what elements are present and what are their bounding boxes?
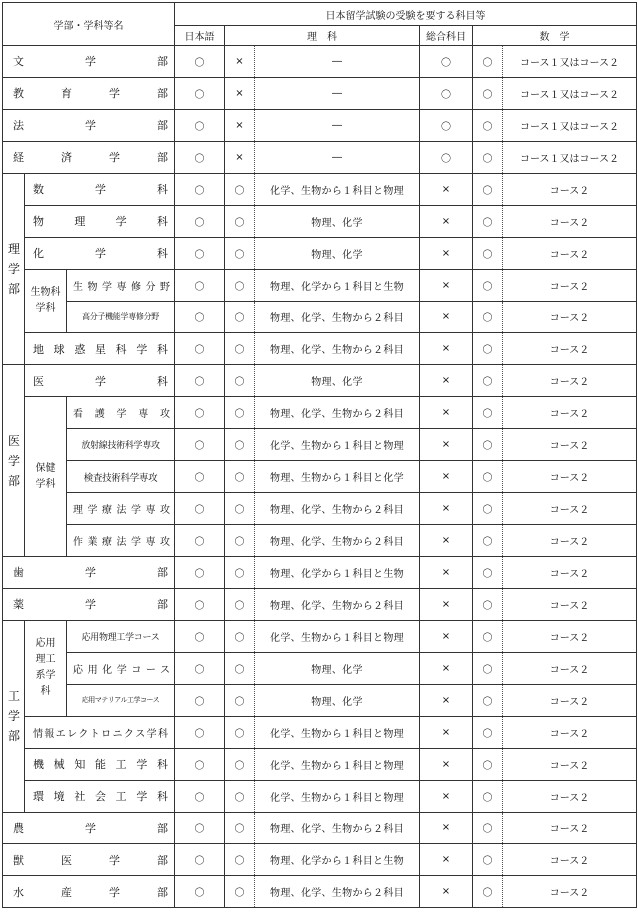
dept-name: 法学部 (3, 109, 175, 141)
science-required-cell: 〇 (225, 652, 255, 684)
general-cell: × (420, 493, 473, 525)
science-subjects-cell: 物理、化学、生物から２科目 (255, 588, 420, 620)
general-cell: × (420, 684, 473, 716)
japanese-cell: 〇 (175, 365, 225, 397)
science-subjects-cell: ― (255, 77, 420, 109)
dept-name: 教育学部 (3, 77, 175, 109)
math-course-cell: コース２ (503, 365, 637, 397)
math-course-cell: コース２ (503, 652, 637, 684)
dept-name: 薬学部 (3, 588, 175, 620)
math-course-cell: コース２ (503, 173, 637, 205)
math-course-cell: コース２ (503, 237, 637, 269)
science-required-cell: 〇 (225, 620, 255, 652)
japanese-cell: 〇 (175, 141, 225, 173)
exam-requirements-table (2, 2, 637, 908)
header-general: 総合科目 (420, 26, 473, 46)
math-course-cell: コース２ (503, 780, 637, 812)
science-subjects-cell: 化学、生物から１科目と物理 (255, 173, 420, 205)
table-row (3, 557, 637, 589)
dept-name: 数学科 (25, 173, 175, 205)
japanese-cell: 〇 (175, 429, 225, 461)
table-row (3, 844, 637, 876)
general-cell: × (420, 876, 473, 908)
science-required-cell: 〇 (225, 461, 255, 493)
table-row (3, 205, 637, 237)
japanese-cell: 〇 (175, 588, 225, 620)
math-required-cell: 〇 (473, 205, 503, 237)
table-row (3, 269, 637, 301)
general-cell: × (420, 397, 473, 429)
japanese-cell: 〇 (175, 269, 225, 301)
science-required-cell: 〇 (225, 173, 255, 205)
science-required-cell: 〇 (225, 333, 255, 365)
science-subjects-cell: 物理、化学、生物から２科目 (255, 493, 420, 525)
science-subjects-cell: 物理、化学 (255, 684, 420, 716)
general-cell: × (420, 748, 473, 780)
science-subjects-cell: 化学、生物から１科目と物理 (255, 620, 420, 652)
table-row (3, 812, 637, 844)
math-required-cell: 〇 (473, 493, 503, 525)
math-required-cell: 〇 (473, 461, 503, 493)
science-required-cell: 〇 (225, 876, 255, 908)
math-required-cell: 〇 (473, 333, 503, 365)
general-cell: × (420, 557, 473, 589)
science-required-cell: 〇 (225, 397, 255, 429)
math-course-cell: コース２ (503, 876, 637, 908)
dept-name: 作業療法学専攻 (67, 525, 175, 557)
group-engineering-faculty: 工学部 (3, 620, 25, 812)
science-subjects-cell: 物理、化学、生物から２科目 (255, 333, 420, 365)
dept-name: 環境社会工学科 (25, 780, 175, 812)
science-subjects-cell: ― (255, 109, 420, 141)
science-required-cell: × (225, 46, 255, 78)
dept-name: 検査技術科学専攻 (67, 461, 175, 493)
science-subjects-cell: 物理、化学 (255, 365, 420, 397)
math-required-cell: 〇 (473, 716, 503, 748)
general-cell: × (420, 461, 473, 493)
table-row (3, 652, 637, 684)
math-course-cell: コース２ (503, 525, 637, 557)
general-cell: × (420, 588, 473, 620)
science-subjects-cell: 物理、化学 (255, 652, 420, 684)
math-required-cell: 〇 (473, 109, 503, 141)
science-subjects-cell: 物理、化学から１科目と生物 (255, 269, 420, 301)
science-subjects-cell: 物理、化学から１科目と生物 (255, 844, 420, 876)
japanese-cell: 〇 (175, 876, 225, 908)
header-science: 理 科 (225, 26, 420, 46)
science-subjects-cell: 物理、化学 (255, 205, 420, 237)
japanese-cell: 〇 (175, 173, 225, 205)
math-required-cell: 〇 (473, 365, 503, 397)
japanese-cell: 〇 (175, 301, 225, 333)
science-required-cell: 〇 (225, 588, 255, 620)
general-cell: × (420, 429, 473, 461)
science-subjects-cell: 化学、生物から１科目と物理 (255, 716, 420, 748)
japanese-cell: 〇 (175, 844, 225, 876)
math-required-cell: 〇 (473, 141, 503, 173)
science-subjects-cell: ― (255, 46, 420, 78)
science-required-cell: 〇 (225, 429, 255, 461)
table-row (3, 429, 637, 461)
table-row (3, 301, 637, 333)
math-required-cell: 〇 (473, 876, 503, 908)
math-course-cell: コース２ (503, 716, 637, 748)
table-row (3, 684, 637, 716)
dept-name: 生物学専修分野 (67, 269, 175, 301)
japanese-cell: 〇 (175, 333, 225, 365)
dept-name: 応用物理工学コース (67, 620, 175, 652)
table-row (3, 141, 637, 173)
math-course-cell: コース１又はコース２ (503, 46, 637, 78)
math-required-cell: 〇 (473, 652, 503, 684)
math-required-cell: 〇 (473, 429, 503, 461)
general-cell: × (420, 525, 473, 557)
math-required-cell: 〇 (473, 844, 503, 876)
general-cell: × (420, 620, 473, 652)
math-course-cell: コース２ (503, 620, 637, 652)
science-subjects-cell: 化学、生物から１科目と物理 (255, 780, 420, 812)
table-row (3, 77, 637, 109)
science-required-cell: 〇 (225, 205, 255, 237)
math-required-cell: 〇 (473, 237, 503, 269)
dept-name: 地球惑星科学科 (25, 333, 175, 365)
science-subjects-cell: 物理、化学、生物から２科目 (255, 812, 420, 844)
math-required-cell: 〇 (473, 812, 503, 844)
header-dept: 学部・学科等名 (3, 3, 175, 46)
general-cell: × (420, 365, 473, 397)
general-cell: 〇 (420, 109, 473, 141)
japanese-cell: 〇 (175, 397, 225, 429)
math-course-cell: コース２ (503, 205, 637, 237)
japanese-cell: 〇 (175, 620, 225, 652)
japanese-cell: 〇 (175, 237, 225, 269)
table-row (3, 876, 637, 908)
japanese-cell: 〇 (175, 716, 225, 748)
science-required-cell: 〇 (225, 301, 255, 333)
science-required-cell: × (225, 141, 255, 173)
math-required-cell: 〇 (473, 588, 503, 620)
math-required-cell: 〇 (473, 525, 503, 557)
math-required-cell: 〇 (473, 557, 503, 589)
science-required-cell: 〇 (225, 780, 255, 812)
math-course-cell: コース２ (503, 844, 637, 876)
general-cell: × (420, 780, 473, 812)
japanese-cell: 〇 (175, 684, 225, 716)
math-course-cell: コース２ (503, 557, 637, 589)
general-cell: × (420, 237, 473, 269)
math-course-cell: コース１又はコース２ (503, 109, 637, 141)
science-required-cell: 〇 (225, 844, 255, 876)
group-applied-dept: 応用理工系学科 (25, 620, 67, 716)
table-row (3, 780, 637, 812)
math-required-cell: 〇 (473, 748, 503, 780)
science-required-cell: 〇 (225, 557, 255, 589)
math-course-cell: コース１又はコース２ (503, 141, 637, 173)
general-cell: × (420, 301, 473, 333)
math-required-cell: 〇 (473, 780, 503, 812)
japanese-cell: 〇 (175, 748, 225, 780)
dept-name: 応用化学コース (67, 652, 175, 684)
table-row (3, 46, 637, 78)
general-cell: × (420, 173, 473, 205)
dept-name: 応用マテリアル工学コース (67, 684, 175, 716)
general-cell: × (420, 269, 473, 301)
general-cell: × (420, 716, 473, 748)
header-subjects-title: 日本留学試験の受験を要する科目等 (175, 3, 637, 26)
dept-name: 経済学部 (3, 141, 175, 173)
science-required-cell: 〇 (225, 684, 255, 716)
japanese-cell: 〇 (175, 780, 225, 812)
dept-name: 歯学部 (3, 557, 175, 589)
math-required-cell: 〇 (473, 620, 503, 652)
japanese-cell: 〇 (175, 557, 225, 589)
dept-name: 機械知能工学科 (25, 748, 175, 780)
science-required-cell: 〇 (225, 525, 255, 557)
dept-name: 獣医学部 (3, 844, 175, 876)
dept-name: 看護学専攻 (67, 397, 175, 429)
general-cell: × (420, 812, 473, 844)
science-subjects-cell: 化学、生物から１科目と物理 (255, 429, 420, 461)
table-row (3, 237, 637, 269)
math-course-cell: コース２ (503, 333, 637, 365)
math-required-cell: 〇 (473, 77, 503, 109)
math-course-cell: コース２ (503, 429, 637, 461)
math-required-cell: 〇 (473, 301, 503, 333)
dept-name: 理学療法学専攻 (67, 493, 175, 525)
math-required-cell: 〇 (473, 46, 503, 78)
math-course-cell: コース２ (503, 684, 637, 716)
group-medicine-faculty: 医学部 (3, 365, 25, 557)
science-required-cell: 〇 (225, 269, 255, 301)
math-required-cell: 〇 (473, 684, 503, 716)
science-subjects-cell: 化学、生物から１科目と物理 (255, 748, 420, 780)
header-japanese: 日本語 (175, 26, 225, 46)
dept-name: 農学部 (3, 812, 175, 844)
table-row (3, 620, 637, 652)
dept-name: 情報エレクトロニクス学科 (25, 716, 175, 748)
dept-name: 高分子機能学専修分野 (67, 301, 175, 333)
group-biology-dept: 生物科学科 (25, 269, 67, 333)
japanese-cell: 〇 (175, 46, 225, 78)
table-row (3, 716, 637, 748)
math-course-cell: コース２ (503, 493, 637, 525)
math-required-cell: 〇 (473, 397, 503, 429)
japanese-cell: 〇 (175, 812, 225, 844)
japanese-cell: 〇 (175, 525, 225, 557)
science-required-cell: × (225, 109, 255, 141)
general-cell: 〇 (420, 77, 473, 109)
table-row (3, 493, 637, 525)
math-course-cell: コース２ (503, 812, 637, 844)
japanese-cell: 〇 (175, 652, 225, 684)
japanese-cell: 〇 (175, 493, 225, 525)
science-subjects-cell: 物理、化学、生物から２科目 (255, 301, 420, 333)
table-row (3, 173, 637, 205)
science-subjects-cell: 物理、化学から１科目と生物 (255, 557, 420, 589)
science-required-cell: 〇 (225, 716, 255, 748)
science-subjects-cell: 物理、化学、生物から２科目 (255, 876, 420, 908)
math-course-cell: コース２ (503, 588, 637, 620)
japanese-cell: 〇 (175, 109, 225, 141)
header-math: 数 学 (473, 26, 637, 46)
table-row (3, 333, 637, 365)
science-required-cell: 〇 (225, 812, 255, 844)
japanese-cell: 〇 (175, 77, 225, 109)
science-subjects-cell: ― (255, 141, 420, 173)
math-required-cell: 〇 (473, 269, 503, 301)
table-row (3, 588, 637, 620)
dept-name: 文学部 (3, 46, 175, 78)
science-subjects-cell: 物理、化学、生物から２科目 (255, 525, 420, 557)
dept-name: 物理学科 (25, 205, 175, 237)
science-required-cell: 〇 (225, 493, 255, 525)
table-row (3, 461, 637, 493)
science-subjects-cell: 物理、生物から１科目と化学 (255, 461, 420, 493)
table-row (3, 748, 637, 780)
dept-name: 水産学部 (3, 876, 175, 908)
general-cell: 〇 (420, 46, 473, 78)
general-cell: × (420, 333, 473, 365)
general-cell: × (420, 205, 473, 237)
science-required-cell: × (225, 77, 255, 109)
dept-name: 放射線技術科学専攻 (67, 429, 175, 461)
math-required-cell: 〇 (473, 173, 503, 205)
japanese-cell: 〇 (175, 461, 225, 493)
math-course-cell: コース２ (503, 301, 637, 333)
table-row (3, 397, 637, 429)
general-cell: × (420, 844, 473, 876)
table-row (3, 365, 637, 397)
science-required-cell: 〇 (225, 237, 255, 269)
japanese-cell: 〇 (175, 205, 225, 237)
dept-name: 医学科 (25, 365, 175, 397)
general-cell: 〇 (420, 141, 473, 173)
math-course-cell: コース２ (503, 269, 637, 301)
math-course-cell: コース２ (503, 397, 637, 429)
science-required-cell: 〇 (225, 365, 255, 397)
science-subjects-cell: 物理、化学、生物から２科目 (255, 397, 420, 429)
science-subjects-cell: 物理、化学 (255, 237, 420, 269)
dept-name: 化学科 (25, 237, 175, 269)
table-row (3, 525, 637, 557)
science-required-cell: 〇 (225, 748, 255, 780)
math-course-cell: コース１又はコース２ (503, 77, 637, 109)
group-health-dept: 保健学科 (25, 397, 67, 557)
math-course-cell: コース２ (503, 748, 637, 780)
math-course-cell: コース２ (503, 461, 637, 493)
table-row (3, 109, 637, 141)
group-science-faculty: 理学部 (3, 173, 25, 365)
general-cell: × (420, 652, 473, 684)
